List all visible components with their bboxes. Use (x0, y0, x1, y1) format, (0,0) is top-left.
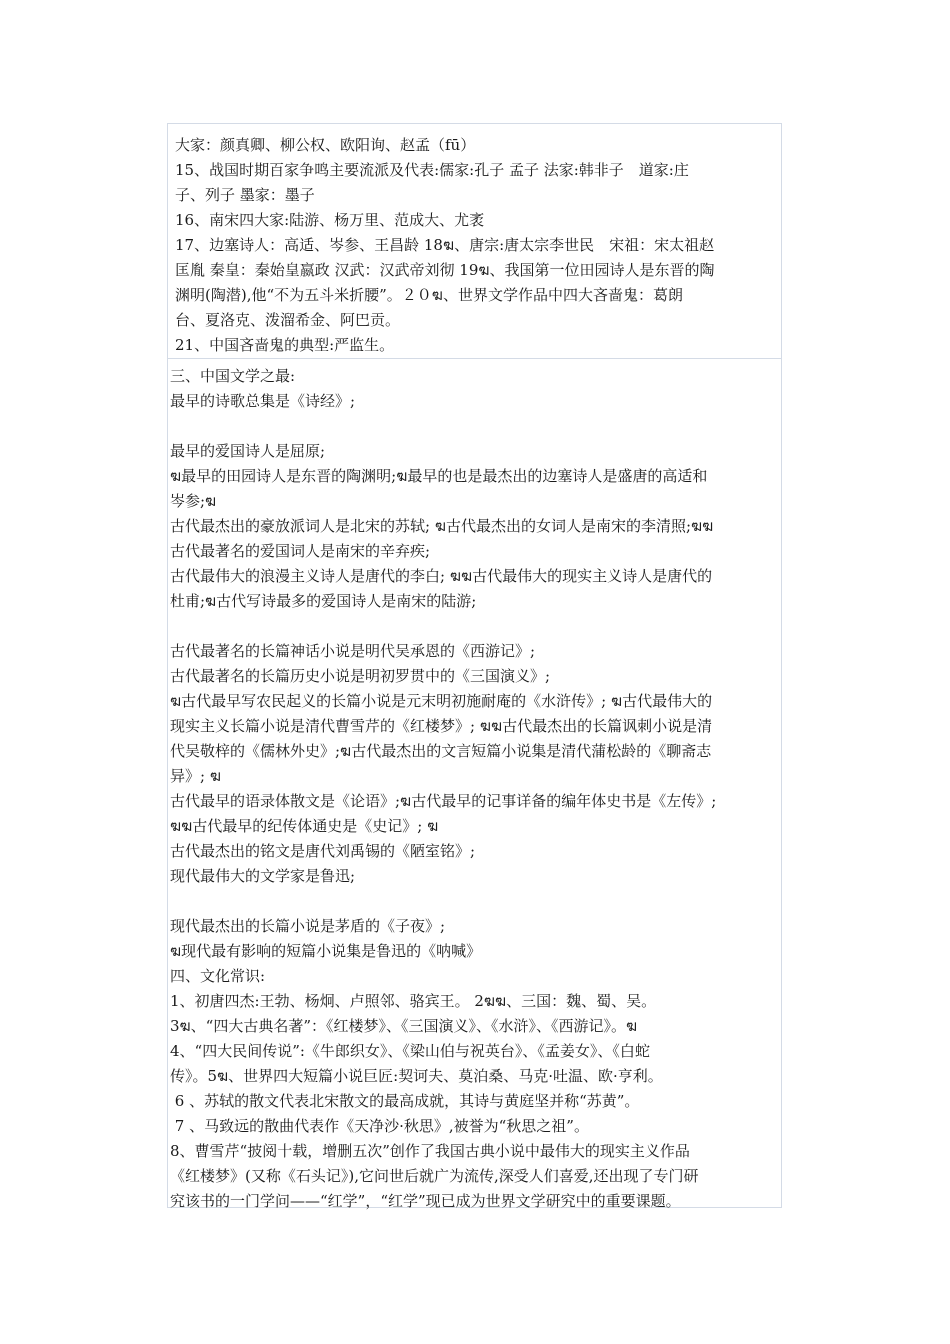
text-line: ฆ最早的田园诗人是东晋的陶渊明;ฆ最早的也是最杰出的边塞诗人是盛唐的高适和 (170, 467, 708, 485)
text-line: 究该书的一门学问——“红学”，“红学”现已成为世界文学研究中的重要课题。 (170, 1192, 681, 1210)
text-line: 古代最杰出的豪放派词人是北宋的苏轼; ฆ古代最杰出的女词人是南宋的李清照;ฆฆ (170, 517, 714, 535)
text-line: 大家：颜真卿、柳公权、欧阳询、赵孟（fū） (175, 136, 476, 154)
text-line: ฆฆ古代最早的纪传体通史是《史记》; ฆ (170, 817, 439, 835)
text-line: ฆ现代最有影响的短篇小说集是鲁迅的《呐喊》 (170, 942, 482, 960)
text-line: 匡胤 秦皇：秦始皇嬴政 汉武：汉武帝刘彻 19ฆ、我国第一位田园诗人是东晋的陶 (175, 261, 715, 279)
text-line: 现实主义长篇小说是清代曹雪芹的《红楼梦》; ฆฆ古代最杰出的长篇讽刺小说是清 (170, 717, 713, 735)
text-line: 4、“四大民间传说”:《牛郎织女》、《梁山伯与祝英台》、《孟姜女》、《白蛇 (170, 1042, 650, 1060)
text-line: 15、战国时期百家争鸣主要流派及代表:儒家:孔子 孟子 法家:韩非子 道家:庄 (175, 161, 689, 179)
text-line: 16、南宋四大家:陆游、杨万里、范成大、尤袤 (175, 211, 485, 229)
text-line: 古代最著名的长篇历史小说是明初罗贯中的《三国演义》; (170, 667, 551, 685)
text-line: 7 、马致远的散曲代表作《天净沙·秋思》,被誉为“秋思之祖”。 (170, 1117, 589, 1135)
text-line: 6 、苏轼的散文代表北宋散文的最高成就，其诗与黄庭坚并称“苏黄”。 (170, 1092, 640, 1110)
text-line: 古代最伟大的浪漫主义诗人是唐代的李白; ฆฆ古代最伟大的现实主义诗人是唐代的 (170, 567, 713, 585)
text-line: ฆ古代最早写农民起义的长篇小说是元末明初施耐庵的《水浒传》; ฆ古代最伟大的 (170, 692, 713, 710)
text-line: 现代最杰出的长篇小说是茅盾的《子夜》; (170, 917, 446, 935)
text-line: 3ฆ、“四大古典名著”：《红楼梦》、《三国演义》、《水浒》、《西游记》。ฆ (170, 1017, 638, 1035)
text-line: 传》。5ฆ、世界四大短篇小说巨匠:契诃夫、莫泊桑、马克·吐温、欧·亨利。 (170, 1067, 663, 1085)
section-heading: 三、中国文学之最: (170, 367, 296, 385)
text-line: 最早的爱国诗人是屈原; (170, 442, 326, 460)
text-line: 8、曹雪芹“披阅十载，增删五次”创作了我国古典小说中最伟大的现实主义作品 (170, 1142, 690, 1160)
text-line: 古代最杰出的铭文是唐代刘禹锡的《陋室铭》; (170, 842, 476, 860)
text-line: 《红楼梦》(又称《石头记》),它问世后就广为流传,深受人们喜爱,还出现了专门研 (170, 1167, 699, 1185)
text-line: 1、初唐四杰:王勃、杨炯、卢照邻、骆宾王。 2ฆฆ、三国：魏、蜀、吴。 (170, 992, 657, 1010)
text-line: 古代最著名的长篇神话小说是明代吴承恩的《西游记》; (170, 642, 536, 660)
text-line: 17、边塞诗人：高适、岑参、王昌龄 18ฆ、唐宗:唐太宗李世民 宋祖：宋太祖赵 (175, 236, 715, 254)
text-line: 子、列子 墨家：墨子 (175, 186, 315, 204)
text-line: 杜甫;ฆ古代写诗最多的爱国诗人是南宋的陆游; (170, 592, 477, 610)
text-line: 现代最伟大的文学家是鲁迅; (170, 867, 356, 885)
text-line: 古代最早的语录体散文是《论语》;ฆ古代最早的记事详备的编年体史书是《左传》; (170, 792, 717, 810)
text-line: 21、中国吝啬鬼的典型:严监生。 (175, 336, 395, 354)
text-line: 代吴敬梓的《儒林外史》;ฆ古代最杰出的文言短篇小说集是清代蒲松龄的《聊斋志 (170, 742, 712, 760)
text-line: 异》; ฆ (170, 767, 221, 785)
text-line: 古代最著名的爱国词人是南宋的辛弃疾; (170, 542, 431, 560)
section-heading: 四、文化常识: (170, 967, 266, 985)
text-line: 渊明(陶潜),他“不为五斗米折腰”。２０ฆ、世界文学作品中四大吝啬鬼：葛朗 (175, 286, 683, 304)
text-line: 最早的诗歌总集是《诗经》; (170, 392, 356, 410)
text-line: 岑参;ฆ (170, 492, 217, 510)
text-line: 台、夏洛克、泼溜希金、阿巴贡。 (175, 311, 401, 329)
